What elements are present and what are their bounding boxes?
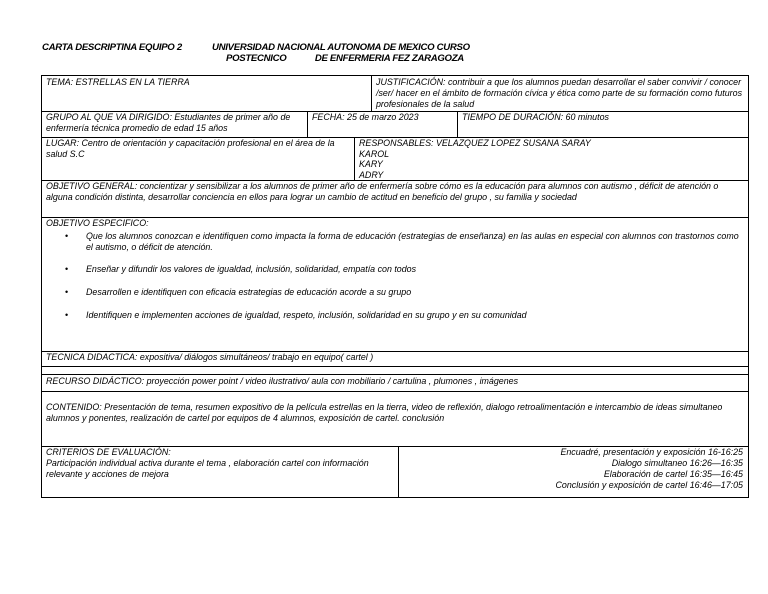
justificacion-cell xyxy=(371,75,749,112)
fecha-cell xyxy=(307,111,458,138)
schedule-item: Conclusión y exposición de cartel 16:46—17:05 xyxy=(555,480,743,490)
lugar-text: LUGAR: Centro de orientación y capacitación profesional en el área de la salud S.C xyxy=(46,138,335,159)
institution-title-line2: POSTECNICO DE ENFERMERIA FEZ ZARAGOZA xyxy=(226,53,464,64)
objetivo-item-text: Que los alumnos conozcan e identifiquen como impacta la forma de educación (estrategias de enseñanza) en las aulas en especial con alumnos con trastornos como el autismo, o déficit de atención. xyxy=(86,231,739,252)
justificacion-text: JUSTIFICACIÓN: contribuir a que los alumnos puedan desarrollar el saber convivir / conocer /ser/ hacer en el ámbito de formación cívica y ética como parte de su formación como futuros profesionales de la salud xyxy=(376,77,743,109)
objetivo-general-cell xyxy=(41,180,749,218)
schedule-item: Elaboración de cartel 16:35—16:45 xyxy=(603,469,743,479)
recurso-text: RECURSO DIDÁCTICO: proyección power point / video ilustrativo/ aula con mobiliario / cartulina , plumones , imágenes xyxy=(46,376,519,386)
bullet-icon: • xyxy=(65,231,69,241)
tema-cell xyxy=(41,75,372,112)
criterios-cell xyxy=(41,446,399,498)
contenido-text: CONTENIDO: Presentación de tema, resumen expositivo de la película estrellas en la tierra, video de reflexión, dialogo retroalimentación e intercambio de ideas simultaneo alumnos y ponentes, realización de cartel por equipos de 4 alumnos, exposición de cartel. conclusión xyxy=(46,402,723,423)
list-item xyxy=(46,264,744,275)
schedule-cell xyxy=(398,446,749,498)
objetivo-especifico-cell xyxy=(41,217,749,352)
objetivo-general-text: OBJETIVO GENERAL: concientizar y sensibilizar a los alumnos de primer año de enfermería sobre cómo es la educación para alumnos con autismo , déficit de atención o alguna condición distinta, desarrollar conciencia en ellos para lograr un cambio de actitud en beneficio del grupo , su familia y sociedad xyxy=(46,181,719,202)
criterios-text: Participación individual activa durante el tema , elaboración cartel con información relevante y acciones de mejora xyxy=(46,458,369,479)
responsables-text: RESPONSABLES: VELAZQUEZ LOPEZ SUSANA SARAY KAROL KARY ADRY xyxy=(359,138,591,180)
objetivo-item-text: Enseñar y difundir los valores de igualdad, inclusión, solidaridad, empatía con todos xyxy=(86,264,417,274)
objetivo-especifico-list xyxy=(46,231,744,321)
objetivo-especifico-title: OBJETIVO ESPECIFICO: xyxy=(46,218,149,228)
list-item xyxy=(46,287,744,298)
tema-text: TEMA: ESTRELLAS EN LA TIERRA xyxy=(46,77,190,87)
institution-title-line1: UNIVERSIDAD NACIONAL AUTONOMA DE MEXICO CURSO xyxy=(212,42,470,53)
contenido-cell xyxy=(41,391,749,447)
grupo-cell xyxy=(41,111,308,138)
responsables-cell xyxy=(354,137,749,181)
tiempo-cell xyxy=(457,111,749,138)
schedule-item: Encuadré, presentación y exposición 16-16:25 xyxy=(560,447,743,457)
bullet-icon: • xyxy=(65,310,69,320)
objetivo-item-text: Identifiquen e implementen acciones de igualdad, respeto, inclusión, solidaridad en su grupo y en su comunidad xyxy=(86,310,527,320)
tecnica-cell xyxy=(41,351,749,367)
criterios-title: CRITERIOS DE EVALUACIÓN: xyxy=(46,447,171,457)
objetivo-item-text: Desarrollen e identifiquen con eficacia estrategias de educación acorde a su grupo xyxy=(86,287,412,297)
document-label: CARTA DESCRIPTINA EQUIPO 2 xyxy=(42,42,182,53)
bullet-icon: • xyxy=(65,264,69,274)
lugar-cell xyxy=(41,137,355,181)
recurso-cell xyxy=(41,374,749,392)
tecnica-text: TECNICA DIDACTICA: expositiva/ diálogos simultáneos/ trabajo en equipo( cartel ) xyxy=(46,352,374,362)
tiempo-text: TIEMPO DE DURACIÓN: 60 minutos xyxy=(462,112,609,122)
list-item xyxy=(46,310,744,321)
list-item xyxy=(46,231,744,253)
fecha-text: FECHA: 25 de marzo 2023 xyxy=(312,112,419,122)
schedule-item: Dialogo simultaneo 16:26—16:35 xyxy=(611,458,743,468)
bullet-icon: • xyxy=(65,287,69,297)
grupo-text: GRUPO AL QUE VA DIRIGIDO: Estudiantes de primer año de enfermería técnica promedio de edad 15 años xyxy=(46,112,291,133)
